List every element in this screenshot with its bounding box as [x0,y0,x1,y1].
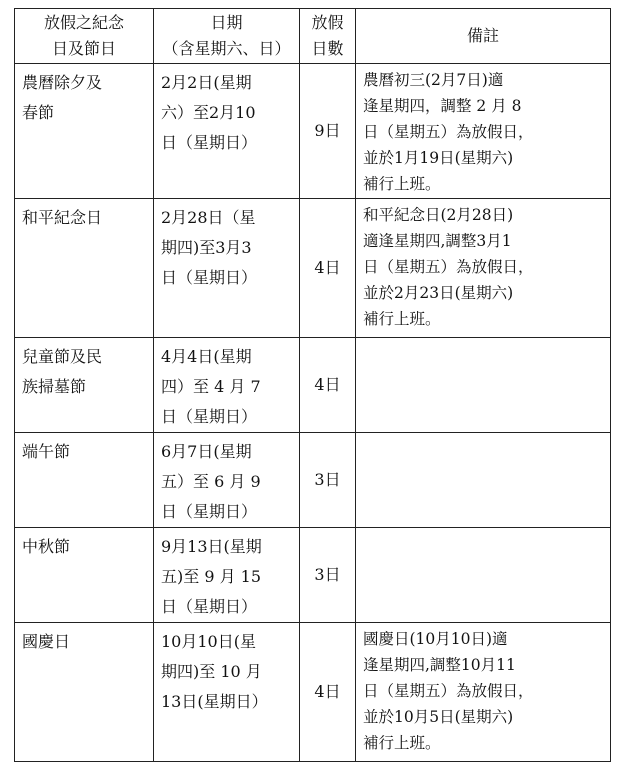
date-range-cell [154,623,300,762]
date-range-cell [154,338,300,433]
header-note: 備註 [356,9,611,64]
note-cell-line: 逢星期四,調整10月11 [363,656,516,674]
holiday-name-cell [15,64,154,199]
date-range-cell-line: 日（星期日） [161,502,258,521]
date-range-cell-line: 4月4日(星期 [161,347,252,366]
holiday-name-cell [15,528,154,623]
holiday-name-cell [15,199,154,338]
holiday-name-cell-line: 兒童節及民 [22,347,103,366]
date-range-cell-line: 日（星期日） [161,133,258,152]
note-cell [356,338,611,433]
date-range-cell-line: 10月10日(星 [161,632,256,651]
days-count-cell: 9日 [300,64,356,199]
holiday-name-cell-line: 族掃墓節 [22,377,87,396]
days-count-cell: 4日 [300,338,356,433]
date-range-cell-line: 期四)至3月3 [161,238,252,257]
note-cell-line: 逢星期四，調整 2 月 8 [363,97,522,115]
header-days: 放假 日數 [300,9,356,64]
days-count-cell: 3日 [300,433,356,528]
note-cell-line: 農曆初三(2月7日)適 [363,71,504,89]
holiday-table [14,8,611,762]
note-cell-line: 日（星期五）為放假日， [363,682,534,700]
date-range-cell [154,433,300,528]
date-range-cell [154,199,300,338]
note-cell-line: 並於1月19日(星期六) [363,149,514,167]
note-cell-line: 和平紀念日(2月28日) [363,206,514,224]
date-range-cell [154,528,300,623]
note-cell [356,199,611,338]
date-range-cell-line: 13日(星期日） [161,692,268,711]
date-range-cell-line: 6月7日(星期 [161,442,252,461]
date-range-cell-line: 六）至2月10 [161,103,256,122]
date-range-cell-line: 9月13日(星期 [161,537,262,556]
date-range-cell-line: 日（星期日） [161,407,258,426]
date-range-cell-line: 2月28日（星 [161,208,256,227]
table-row [15,338,611,433]
note-cell-line: 補行上班。 [363,310,441,328]
table-row [15,623,611,762]
note-cell [356,528,611,623]
holiday-name-cell-line: 農曆除夕及 [22,73,103,92]
note-cell-line: 並於10月5日(星期六) [363,708,514,726]
header-date: 日期 （含星期六、日） [154,9,300,64]
header-row [15,9,611,64]
date-range-cell-line: 日（星期日） [161,597,258,616]
table-row [15,64,611,199]
holiday-name-cell-line: 春節 [22,103,55,122]
note-cell-line: 適逢星期四,調整3月1 [363,232,512,250]
days-count-cell: 3日 [300,528,356,623]
holiday-name-cell [15,433,154,528]
days-count-cell: 4日 [300,623,356,762]
holiday-name-cell-line: 中秋節 [22,537,71,556]
note-cell [356,623,611,762]
note-cell-line: 並於2月23日(星期六) [363,284,514,302]
table-row [15,528,611,623]
holiday-name-cell [15,338,154,433]
note-cell-line: 補行上班。 [363,734,441,752]
note-cell-line: 國慶日(10月10日)適 [363,630,508,648]
date-range-cell-line: 五)至 9 月 15 [161,567,262,586]
date-range-cell-line: 五）至 6 月 9 [161,472,261,491]
note-cell [356,64,611,199]
note-cell-line: 日（星期五）為放假日， [363,258,534,276]
header-holiday: 放假之紀念 日及節日 [15,9,154,64]
note-cell [356,433,611,528]
holiday-name-cell-line: 和平紀念日 [22,208,103,227]
date-range-cell-line: 四）至 4 月 7 [161,377,261,396]
holiday-name-cell-line: 國慶日 [22,632,71,651]
date-range-cell-line: 期四)至 10 月 [161,662,262,681]
holiday-name-cell [15,623,154,762]
note-cell-line: 日（星期五）為放假日， [363,123,534,141]
note-cell-line: 補行上班。 [363,175,441,193]
days-count-cell: 4日 [300,199,356,338]
date-range-cell-line: 日（星期日） [161,268,258,287]
date-range-cell [154,64,300,199]
table-row [15,433,611,528]
table-row [15,199,611,338]
holiday-name-cell-line: 端午節 [22,442,71,461]
date-range-cell-line: 2月2日(星期 [161,73,252,92]
